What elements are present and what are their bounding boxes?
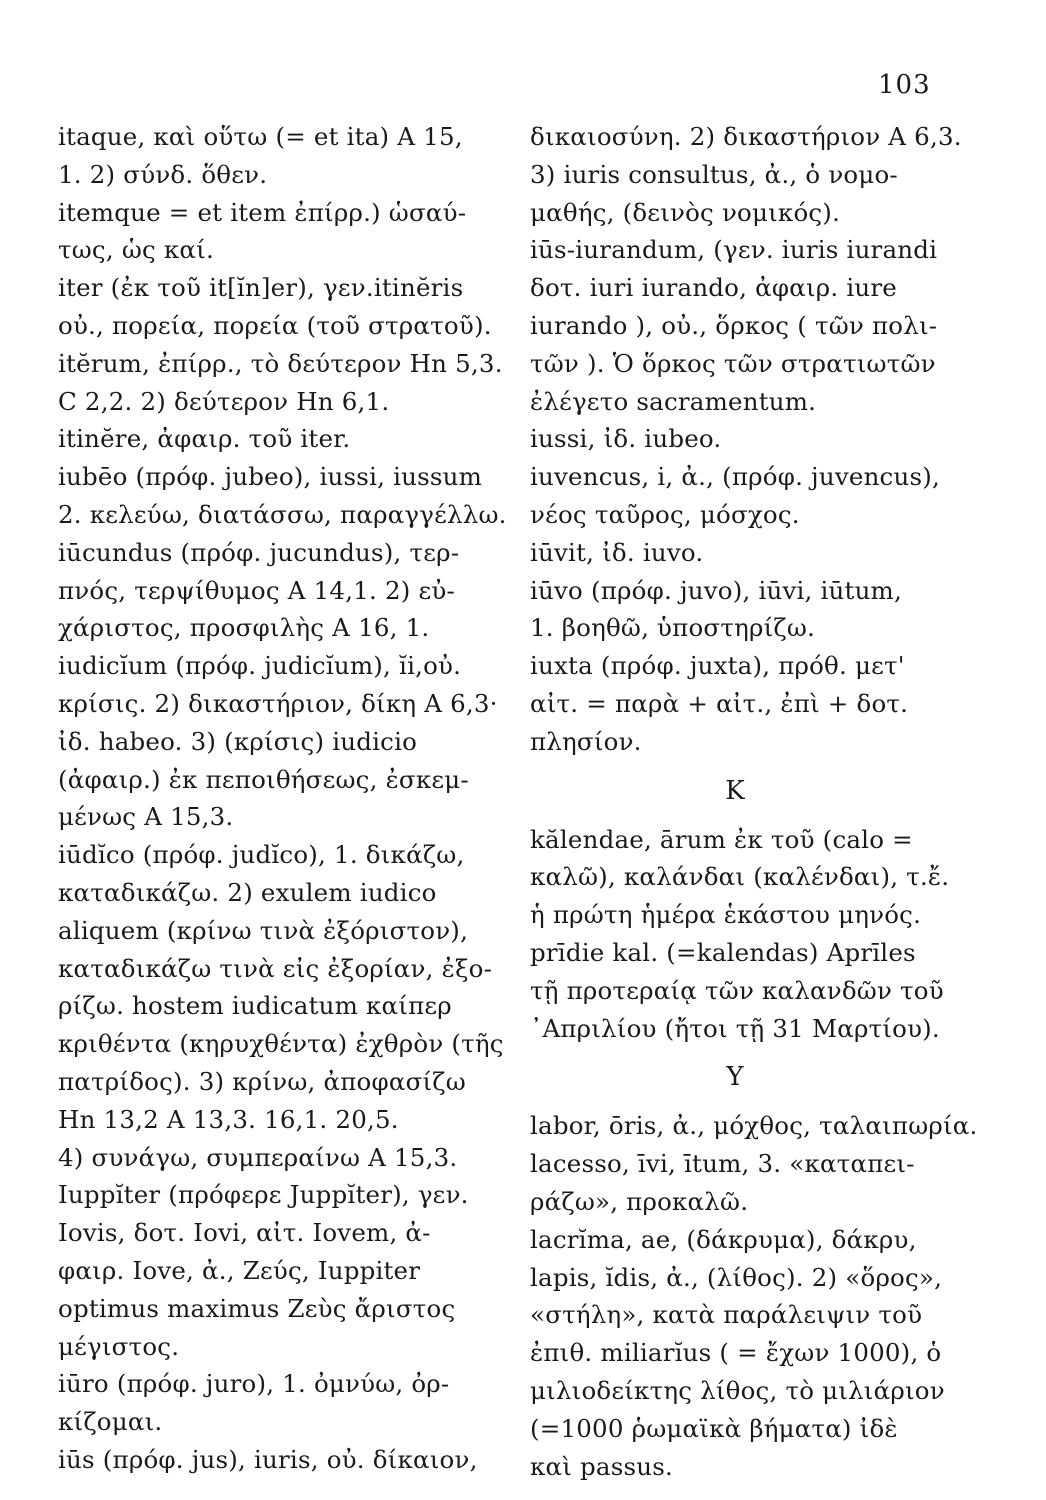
dictionary-line: iter (ἐκ τοῦ it[ĭn]er), γεν.itinĕris	[58, 273, 464, 303]
dictionary-line: 2. κελεύω, διατάσσω, παραγγέλλω.	[58, 499, 507, 529]
dictionary-line: χάριστος, προσφιλὴς A 16, 1.	[58, 613, 430, 643]
dictionary-line: optimus maximus Ζεὺς ἄριστος	[58, 1293, 456, 1323]
dictionary-line: καταδικάζω. 2) exulem iudico	[58, 877, 437, 907]
dictionary-line: δοτ. iuri iurando, ἀφαιρ. iure	[530, 273, 897, 303]
dictionary-line: οὐ., πορεία, πορεία (τοῦ στρατοῦ).	[58, 310, 492, 340]
dictionary-line: πατρίδος). 3) κρίνω, ἀποφασίζω	[58, 1066, 466, 1096]
dictionary-line: kălendae, ārum ἐκ τοῦ (calo =	[530, 824, 913, 854]
dictionary-line: κίζομαι.	[58, 1407, 163, 1437]
dictionary-line: ρίζω. hostem iudicatum καίπερ	[58, 991, 452, 1021]
dictionary-line: ἡ πρώτη ἡμέρα ἑκάστου μηνός.	[530, 900, 922, 930]
dictionary-line: lapis, ĭdis, ἀ., (λίθος). 2) «ὅρος»,	[530, 1262, 943, 1292]
dictionary-line: φαιρ. Iove, ἀ., Ζεύς, Iuppiter	[58, 1255, 421, 1285]
dictionary-line: iūro (πρόφ. juro), 1. ὀμνύω, ὀρ-	[58, 1369, 450, 1399]
dictionary-line: labor, ōris, ἀ., μόχθος, ταλαιπωρία.	[530, 1111, 978, 1141]
dictionary-line: itĕrum, ἐπίρρ., τὸ δεύτερον Hn 5,3.	[58, 348, 503, 378]
dictionary-line: iūs (πρόφ. jus), iuris, οὐ. δίκαιον,	[58, 1444, 478, 1474]
dictionary-line: (ἀφαιρ.) ἐκ πεποιθήσεως, ἐσκεμ-	[58, 764, 469, 794]
dictionary-line: τῇ προτεραίᾳ τῶν καλανδῶν τοῦ	[530, 975, 944, 1005]
dictionary-line: ράζω», προκαλῶ.	[530, 1186, 749, 1216]
page-number: 103	[878, 70, 931, 100]
right-entries-k	[530, 821, 950, 1048]
dictionary-line: κριθέντα (κηρυχθέντα) ἐχθρὸν (τῆς	[58, 1029, 504, 1059]
right-entries-l	[530, 1107, 978, 1485]
right-entries-i	[530, 118, 962, 761]
dictionary-line: iuvencus, i, ἀ., (πρόφ. juvencus),	[530, 462, 940, 492]
dictionary-line: «στήλη», κατὰ παράλειψιν τοῦ	[530, 1300, 923, 1330]
dictionary-line: iubēo (πρόφ. jubeo), iussi, iussum	[58, 462, 483, 492]
dictionary-line: ἰδ. habeo. 3) (κρίσις) iudicio	[58, 726, 418, 756]
dictionary-line: 1. 2) σύνδ. ὅθεν.	[58, 159, 268, 189]
dictionary-line: itaque, καὶ οὕτω (= et ita) A 15,	[58, 122, 463, 151]
section-heading-k: K	[725, 775, 745, 806]
dictionary-line: 4) συνάγω, συμπεραίνω A 15,3.	[58, 1142, 458, 1172]
dictionary-line: μαθής, (δεινὸς νομικός).	[530, 197, 841, 227]
dictionary-line: lacrĭma, ae, (δάκρυμα), δάκρυ,	[530, 1224, 917, 1254]
dictionary-line: Hn 13,2 A 13,3. 16,1. 20,5.	[58, 1104, 399, 1134]
dictionary-line: iuxta (πρόφ. juxta), πρόθ. μετ'	[530, 651, 905, 681]
dictionary-line: μιλιοδείκτης λίθος, τὸ μιλιάριον	[530, 1375, 945, 1405]
dictionary-line: δικαιοσύνη. 2) δικαστήριον A 6,3.	[530, 122, 962, 151]
dictionary-line: μένως A 15,3.	[58, 802, 234, 832]
dictionary-line: aliquem (κρίνω τινὰ ἐξόριστον),	[58, 915, 469, 945]
dictionary-line: μέγιστος.	[58, 1331, 180, 1361]
dictionary-line: Iuppĭter (πρόφερε Juppĭter), γεν.	[58, 1180, 469, 1210]
dictionary-line: τῶν ). Ὁ ὅρκος τῶν στρατιωτῶν	[530, 348, 936, 378]
dictionary-line: 1. βοηθῶ, ὑποστηρίζω.	[530, 613, 816, 643]
dictionary-line: C 2,2. 2) δεύτερον Hn 6,1.	[58, 386, 390, 416]
dictionary-line: iūvo (πρόφ. juvo), iūvi, iūtum,	[530, 575, 902, 605]
dictionary-line: νέος ταῦρος, μόσχος.	[530, 499, 800, 529]
dictionary-line: prīdie kal. (=kalendas) Aprīles	[530, 937, 916, 967]
dictionary-line: αἰτ. = παρὰ + αἰτ., ἐπὶ + δοτ.	[530, 688, 909, 718]
dictionary-line: Iovis, δοτ. Iovi, αἰτ. Iovem, ἀ-	[58, 1218, 431, 1248]
dictionary-line: τως, ὡς καί.	[58, 235, 214, 265]
dictionary-line: itinĕre, ἀφαιρ. τοῦ iter.	[58, 424, 351, 454]
dictionary-line: iudicĭum (πρόφ. judicĭum), ĭi,οὐ.	[58, 651, 462, 681]
dictionary-line: ᾿Απριλίου (ἤτοι τῇ 31 Μαρτίου).	[530, 1013, 940, 1043]
dictionary-line: (=1000 ῥωμαϊκὰ βήματα) ἰδὲ	[530, 1413, 898, 1443]
dictionary-line: καταδικάζω τινὰ εἰς ἐξορίαν, ἐξο-	[58, 953, 493, 983]
dictionary-line: lacesso, īvi, ītum, 3. «καταπει-	[530, 1149, 915, 1179]
dictionary-line: καλῶ), καλάνδαι (καλένδαι), τ.ἔ.	[530, 862, 950, 892]
dictionary-line: iūs-iurandum, (γεν. iuris iurandi	[530, 235, 938, 265]
section-heading-l: Υ	[726, 1062, 744, 1093]
right-column	[530, 118, 978, 1485]
dictionary-line: ἐπιθ. miliarĭus ( = ἔχων 1000), ὁ	[530, 1338, 942, 1368]
dictionary-line: ἐλέγετο sacramentum.	[530, 386, 817, 416]
dictionary-line: iurando ), οὐ., ὅρκος ( τῶν πολι-	[530, 310, 938, 340]
dictionary-line: πνός, τερψίθυμος A 14,1. 2) εὐ-	[58, 575, 455, 605]
dictionary-line: πλησίον.	[530, 726, 642, 756]
dictionary-line: iūdĭco (πρόφ. judĭco), 1. δικάζω,	[58, 840, 465, 870]
dictionary-line: 3) iuris consultus, ἀ., ὁ νομο-	[530, 159, 898, 189]
left-column	[58, 118, 507, 1479]
dictionary-line: iūvit, ἰδ. iuvo.	[530, 537, 704, 567]
dictionary-line: κρίσις. 2) δικαστήριον, δίκη A 6,3·	[58, 688, 498, 718]
dictionary-line: καὶ passus.	[530, 1451, 674, 1481]
dictionary-line: iussi, ἰδ. iubeo.	[530, 424, 722, 454]
dictionary-line: itemque = et item ἐπίρρ.) ὡσαύ-	[58, 197, 467, 227]
dictionary-line: iūcundus (πρόφ. jucundus), τερ-	[58, 537, 460, 567]
